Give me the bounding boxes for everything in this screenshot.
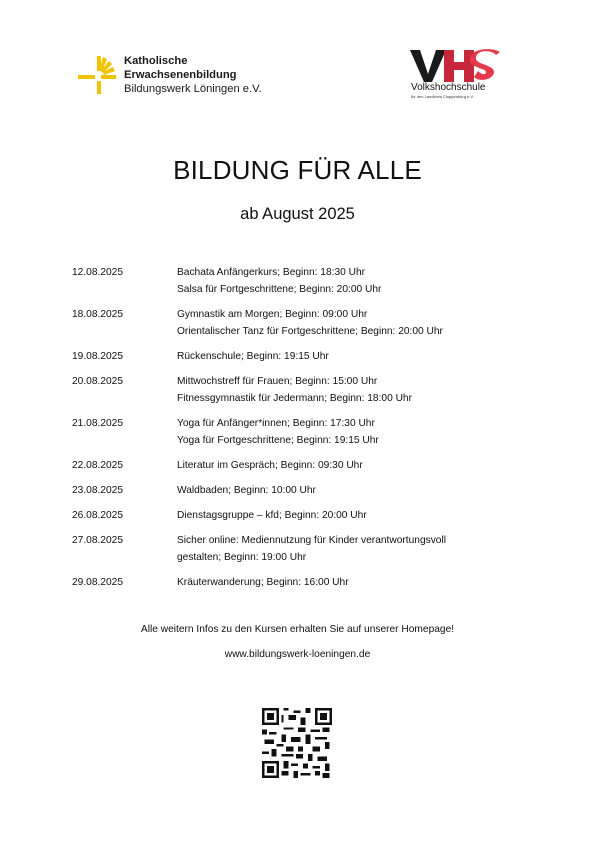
vhs-letters-icon [408,48,500,84]
schedule-courses [177,264,512,298]
schedule-date: 21.08.2025 [72,418,123,429]
schedule-date: 27.08.2025 [72,535,123,546]
keb-sunburst-icon [78,56,116,94]
schedule-date: 26.08.2025 [72,510,123,521]
course-entry: Kräuterwanderung; Beginn: 16:00 Uhr [177,577,349,588]
course-entry: Waldbaden; Beginn: 10:00 Uhr [177,485,316,496]
keb-line-1: Katholische [124,55,188,67]
schedule-row [72,373,512,407]
course-entry: Yoga für Anfänger*innen; Beginn: 17:30 Uhr [177,418,375,429]
vhs-logo [408,48,508,104]
course-schedule [72,264,512,599]
vhs-subtitle: für den Landkreis Cloppenburg e.V. [411,94,474,99]
schedule-courses [177,348,512,365]
vhs-name: Volkshochschule [411,82,486,93]
keb-line-2: Erwachsenenbildung [124,69,237,81]
course-entry: Mittwochstreff für Frauen; Beginn: 15:00 Uhr [177,376,378,387]
schedule-courses [177,306,512,340]
schedule-row [72,348,512,365]
schedule-courses [177,532,512,566]
schedule-row [72,306,512,340]
schedule-date: 18.08.2025 [72,309,123,320]
course-entry: Yoga für Fortgeschrittene; Beginn: 19:15 Uhr [177,435,379,446]
course-entry: Orientalischer Tanz für Fortgeschrittene; Beginn: 20:00 Uhr [177,326,443,337]
schedule-courses [177,373,512,407]
schedule-courses [177,457,512,474]
page-title: BILDUNG FÜR ALLE [173,155,422,185]
schedule-row [72,264,512,298]
schedule-row [72,532,512,566]
course-entry: Rückenschule; Beginn: 19:15 Uhr [177,351,329,362]
keb-line-3: Bildungswerk Löningen e.V. [124,83,262,95]
course-entry: Dienstagsgruppe – kfd; Beginn: 20:00 Uhr [177,510,367,521]
schedule-date: 22.08.2025 [72,460,123,471]
qr-code-icon [262,708,332,778]
schedule-row [72,457,512,474]
course-entry: Sicher online: Mediennutzung für Kinder verantwortungsvoll [177,535,446,546]
schedule-date: 12.08.2025 [72,267,123,278]
schedule-row [72,507,512,524]
schedule-date: 20.08.2025 [72,376,123,387]
schedule-courses [177,574,512,591]
schedule-row [72,482,512,499]
course-entry: Fitnessgymnastik für Jedermann; Beginn: 18:00 Uhr [177,393,412,404]
schedule-row [72,574,512,591]
page-subtitle: ab August 2025 [240,205,355,223]
homepage-link[interactable]: www.bildungswerk-loeningen.de [224,649,371,660]
course-entry: Literatur im Gespräch; Beginn: 09:30 Uhr [177,460,363,471]
footer-info-text: Alle weitern Infos zu den Kursen erhalten Sie auf unserer Homepage! [140,624,455,635]
schedule-date: 19.08.2025 [72,351,123,362]
schedule-date: 29.08.2025 [72,577,123,588]
schedule-date: 23.08.2025 [72,485,123,496]
course-entry: Salsa für Fortgeschrittene; Beginn: 20:00 Uhr [177,284,382,295]
course-entry: Bachata Anfängerkurs; Beginn: 18:30 Uhr [177,267,366,278]
schedule-courses [177,415,512,449]
schedule-courses [177,507,512,524]
schedule-row [72,415,512,449]
keb-logo-text [124,54,262,96]
keb-logo [78,54,278,98]
course-entry: gestalten; Beginn: 19:00 Uhr [177,552,307,563]
course-entry: Gymnastik am Morgen; Beginn: 09:00 Uhr [177,309,368,320]
schedule-courses [177,482,512,499]
